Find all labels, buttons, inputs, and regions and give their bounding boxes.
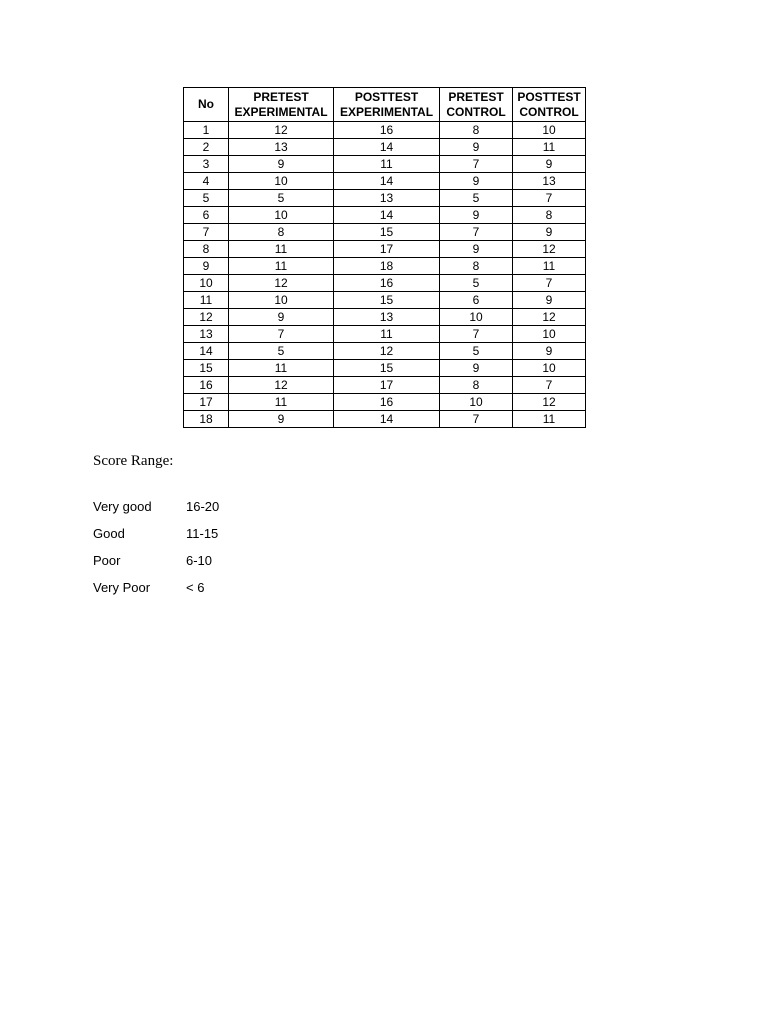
score-range-list — [93, 498, 266, 606]
table-cell: 4 — [184, 173, 229, 190]
table-cell: 7 — [440, 326, 513, 343]
table-cell: 5 — [229, 190, 334, 207]
score-range-item — [93, 579, 266, 606]
table-cell: 12 — [513, 241, 586, 258]
table-cell: 10 — [513, 360, 586, 377]
table-cell: 5 — [440, 275, 513, 292]
table-row — [184, 122, 586, 139]
table-cell: 8 — [440, 258, 513, 275]
table-cell: 13 — [229, 139, 334, 156]
table-cell: 6 — [184, 207, 229, 224]
table-cell: 10 — [229, 292, 334, 309]
table-cell: 11 — [229, 394, 334, 411]
score-range-label: Poor — [93, 553, 121, 568]
table-cell: 12 — [513, 394, 586, 411]
table-cell: 12 — [229, 275, 334, 292]
table-row — [184, 343, 586, 360]
table-cell: 8 — [229, 224, 334, 241]
table-cell: 9 — [513, 343, 586, 360]
score-range-label: Good — [93, 526, 125, 541]
table-cell: 11 — [513, 139, 586, 156]
table-cell: 9 — [440, 139, 513, 156]
table-row — [184, 258, 586, 275]
table-row — [184, 241, 586, 258]
table-body — [184, 122, 586, 428]
table-cell: 5 — [440, 190, 513, 207]
header-no: No — [184, 88, 229, 122]
table-cell: 12 — [513, 309, 586, 326]
table-cell: 11 — [334, 156, 440, 173]
table-cell: 16 — [334, 394, 440, 411]
score-range-value: < 6 — [186, 580, 205, 595]
table-cell: 11 — [229, 360, 334, 377]
table-cell: 6 — [440, 292, 513, 309]
table-cell: 9 — [229, 411, 334, 428]
table-row — [184, 309, 586, 326]
table-cell: 7 — [440, 224, 513, 241]
table-cell: 15 — [334, 292, 440, 309]
table-row — [184, 139, 586, 156]
table-cell: 9 — [440, 173, 513, 190]
table-cell: 5 — [229, 343, 334, 360]
table-cell: 16 — [334, 122, 440, 139]
table-row — [184, 275, 586, 292]
table-cell: 14 — [334, 173, 440, 190]
header-pretest-control: PRETEST CONTROL — [440, 88, 513, 122]
table-cell: 16 — [334, 275, 440, 292]
table-cell: 11 — [229, 241, 334, 258]
table-cell: 7 — [513, 275, 586, 292]
table-cell: 17 — [334, 377, 440, 394]
table-cell: 10 — [513, 326, 586, 343]
table-cell: 5 — [184, 190, 229, 207]
scores-table — [183, 87, 586, 428]
header-posttest-control: POSTTEST CONTROL — [513, 88, 586, 122]
table-cell: 10 — [184, 275, 229, 292]
table-cell: 9 — [513, 156, 586, 173]
table-row — [184, 190, 586, 207]
table-cell: 7 — [184, 224, 229, 241]
table-cell: 8 — [440, 122, 513, 139]
table-row — [184, 224, 586, 241]
table-cell: 14 — [334, 207, 440, 224]
table-cell: 12 — [229, 377, 334, 394]
table-cell: 11 — [513, 258, 586, 275]
table-cell: 9 — [440, 241, 513, 258]
table-row — [184, 326, 586, 343]
score-range-item — [93, 525, 266, 552]
table-cell: 15 — [184, 360, 229, 377]
score-range-item — [93, 552, 266, 579]
table-cell: 7 — [440, 156, 513, 173]
table-cell: 11 — [184, 292, 229, 309]
header-posttest-experimental: POSTTEST EXPERIMENTAL — [334, 88, 440, 122]
table-cell: 13 — [334, 309, 440, 326]
table-cell: 18 — [334, 258, 440, 275]
score-range-label: Very Poor — [93, 580, 151, 595]
table-cell: 15 — [334, 224, 440, 241]
score-range-value: 16-20 — [186, 499, 220, 514]
table-cell: 14 — [334, 411, 440, 428]
table-cell: 14 — [334, 139, 440, 156]
table-cell: 13 — [334, 190, 440, 207]
table-cell: 9 — [513, 224, 586, 241]
score-range-value: 6-10 — [186, 553, 213, 568]
table-cell: 15 — [334, 360, 440, 377]
table-cell: 13 — [184, 326, 229, 343]
table-row — [184, 173, 586, 190]
table-cell: 3 — [184, 156, 229, 173]
table-row — [184, 394, 586, 411]
table-cell: 7 — [513, 377, 586, 394]
table-row — [184, 156, 586, 173]
table-cell: 11 — [229, 258, 334, 275]
table-cell: 17 — [184, 394, 229, 411]
table-cell: 18 — [184, 411, 229, 428]
table-cell: 7 — [229, 326, 334, 343]
table-row — [184, 377, 586, 394]
table-cell: 13 — [513, 173, 586, 190]
table-cell: 10 — [229, 173, 334, 190]
table-cell: 9 — [440, 360, 513, 377]
table-row — [184, 207, 586, 224]
table-cell: 9 — [513, 292, 586, 309]
table-cell: 7 — [513, 190, 586, 207]
table-row — [184, 411, 586, 428]
score-range-label: Very good — [93, 499, 152, 514]
table-cell: 1 — [184, 122, 229, 139]
table-cell: 9 — [229, 156, 334, 173]
header-pretest-experimental: PRETEST EXPERIMENTAL — [229, 88, 334, 122]
table-cell: 14 — [184, 343, 229, 360]
table-cell: 12 — [184, 309, 229, 326]
table-row — [184, 292, 586, 309]
table-row — [184, 360, 586, 377]
table-cell: 8 — [440, 377, 513, 394]
table-cell: 17 — [334, 241, 440, 258]
table-cell: 12 — [334, 343, 440, 360]
table-cell: 11 — [513, 411, 586, 428]
score-range-value: 11-15 — [186, 526, 219, 541]
table-cell: 8 — [513, 207, 586, 224]
score-range-title: Score Range: — [93, 453, 174, 469]
score-range-item — [93, 498, 266, 525]
table-cell: 11 — [334, 326, 440, 343]
table-cell: 9 — [229, 309, 334, 326]
table-cell: 9 — [184, 258, 229, 275]
table-cell: 16 — [184, 377, 229, 394]
table-cell: 5 — [440, 343, 513, 360]
table-cell: 10 — [440, 394, 513, 411]
table-cell: 10 — [513, 122, 586, 139]
table-cell: 2 — [184, 139, 229, 156]
table-cell: 12 — [229, 122, 334, 139]
table-cell: 7 — [440, 411, 513, 428]
table-cell: 9 — [440, 207, 513, 224]
table-cell: 10 — [440, 309, 513, 326]
table-cell: 10 — [229, 207, 334, 224]
table-header-row — [184, 88, 586, 122]
table-cell: 8 — [184, 241, 229, 258]
